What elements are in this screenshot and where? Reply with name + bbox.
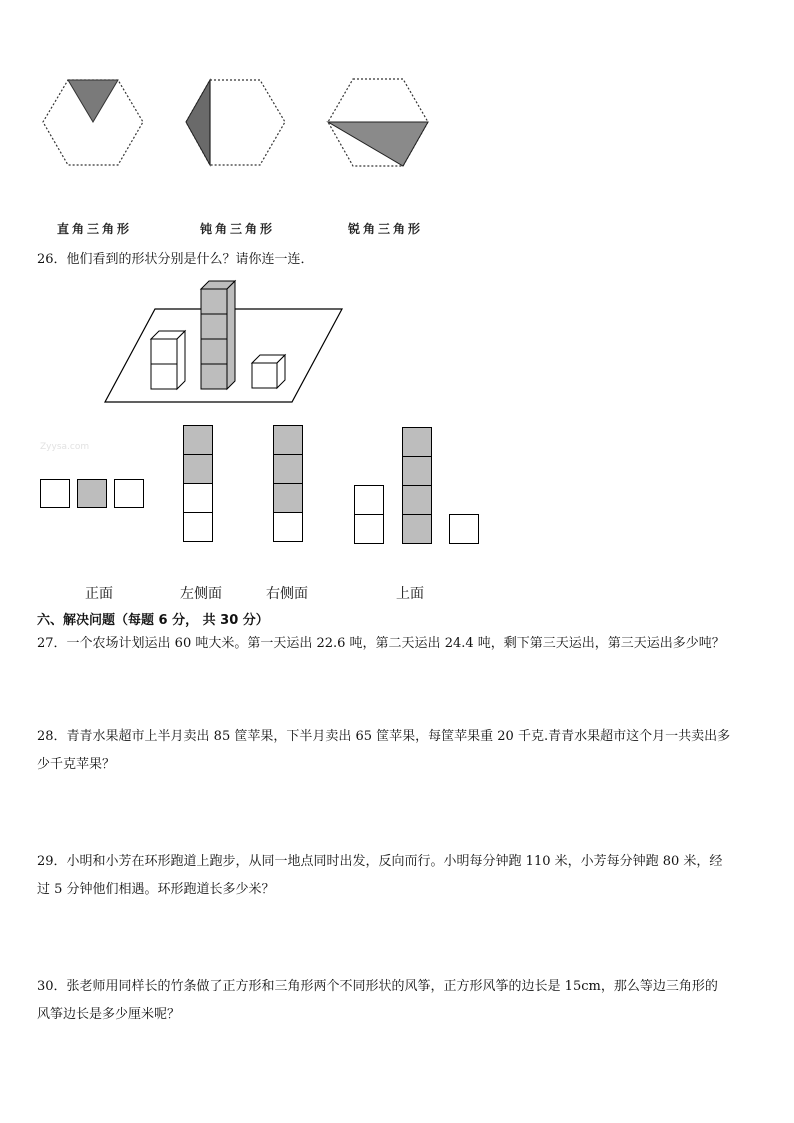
section-title: 六、解决问题（每题 6 分， 共 30 分） — [37, 613, 269, 628]
cube-arrangement-figure — [0, 270, 794, 410]
question-30 — [37, 973, 767, 1029]
hexagon-obtuse-triangle — [186, 80, 285, 165]
cube-stack-left — [151, 331, 185, 389]
question-28-line-1: 28．青青水果超市上半月卖出 85 筐苹果，下半月卖出 65 筐苹果，每筐苹果重 20 千克.青青水果超市这个月一共卖出多 — [37, 729, 731, 744]
question-28 — [37, 723, 767, 779]
question-29 — [37, 848, 767, 904]
question-30-line-2: 风筝边长是多少厘米呢？ — [37, 1007, 181, 1022]
question-28-line-2: 少千克苹果？ — [37, 757, 116, 772]
cube-stack-middle — [201, 281, 235, 389]
watermark: Zyysa.com — [40, 442, 90, 452]
view-label-front: 正面 — [85, 586, 113, 602]
hexagon-figures — [0, 0, 794, 250]
hexagon-label-2: 钝角三角形 — [200, 222, 276, 236]
view-label-left: 左侧面 — [180, 586, 222, 602]
question-29-line-1: 29．小明和小芳在环形跑道上跑步，从同一地点同时出发，反向而行。小明每分钟跑 110 米，小芳每分钟跑 80 米，经 — [37, 854, 723, 869]
hexagon-right-triangle — [43, 80, 143, 165]
cube-single-right — [252, 355, 285, 388]
hexagon-label-1: 直角三角形 — [57, 222, 133, 236]
question-26-text: 26．他们看到的形状分别是什么？请你连一连． — [37, 252, 314, 267]
hexagon-label-3: 锐角三角形 — [348, 222, 424, 236]
view-label-top: 上面 — [396, 586, 424, 602]
question-29-line-2: 过 5 分钟他们相遇。环形跑道长多少米？ — [37, 882, 275, 897]
question-27-text: 27．一个农场计划运出 60 吨大米。第一天运出 22.6 吨，第二天运出 24.4 吨，剩下第三天运出，第三天运出多少吨？ — [37, 636, 725, 651]
hexagon-acute-triangle — [328, 79, 428, 166]
question-30-line-1: 30．张老师用同样长的竹条做了正方形和三角形两个不同形状的风筝，正方形风筝的边长是 15cm，那么等边三角形的 — [37, 979, 718, 994]
view-label-right: 右侧面 — [266, 586, 308, 602]
